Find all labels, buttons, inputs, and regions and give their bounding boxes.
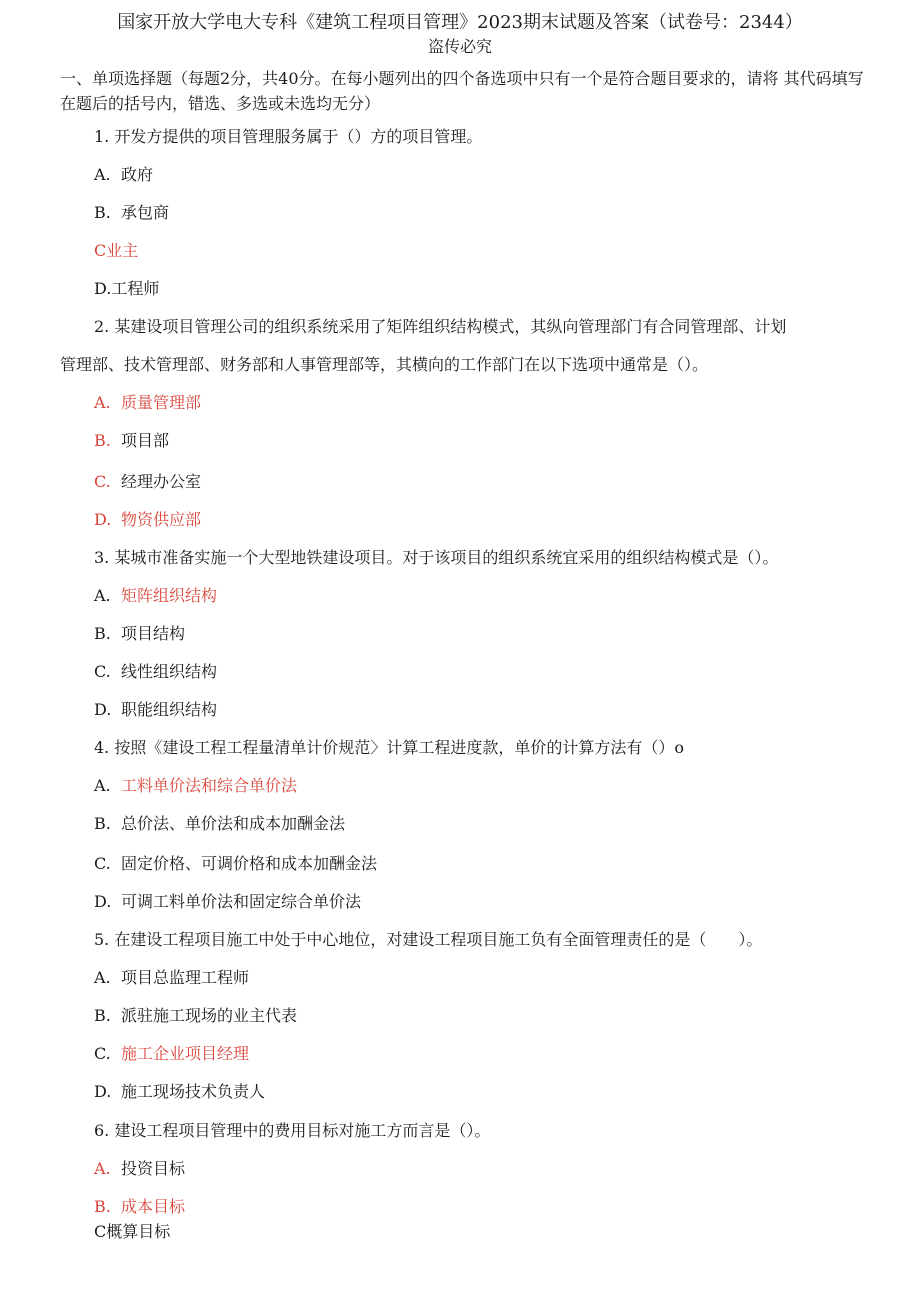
option-text: 质量管理部 <box>121 393 202 412</box>
question-stem: 5. 在建设工程项目施工中处于中心地位，对建设工程项目施工负有全面管理责任的是（ ）。 <box>94 930 763 949</box>
option-text: 可调工料单价法和固定综合单价法 <box>121 892 362 911</box>
option-label: B. <box>94 814 111 833</box>
question-stem: 3. 某城市准备实施一个大型地铁建设项目。对于该项目的组织系统宜采用的组织结构模式是（）。 <box>94 548 779 567</box>
question-stem: 6. 建设工程项目管理中的费用目标对施工方而言是（）。 <box>94 1121 491 1140</box>
option-text: 物资供应部 <box>121 510 202 529</box>
option <box>94 623 185 645</box>
option-text: 经理办公室 <box>121 472 202 491</box>
option-text: C概算目标 <box>94 1222 171 1241</box>
option-text: 承包商 <box>121 203 170 222</box>
option-label: A. <box>94 776 111 795</box>
option-label: A. <box>94 1159 111 1178</box>
option-text: 矩阵组织结构 <box>121 586 218 605</box>
option <box>94 471 201 493</box>
option <box>94 813 345 835</box>
option-label: C. <box>94 472 111 491</box>
option <box>94 202 169 224</box>
option-text: 施工现场技术负责人 <box>121 1082 266 1101</box>
option-text: 固定价格、可调价格和成本加酬金法 <box>121 854 378 873</box>
option-text: D.工程师 <box>94 279 160 298</box>
option <box>94 392 201 414</box>
option-text: C业主 <box>94 241 139 260</box>
page-title: 国家开放大学电大专科《建筑工程项目管理》2023期末试题及答案（试卷号：2344） <box>117 12 803 33</box>
option-label: D. <box>94 700 112 719</box>
option-text: 项目总监理工程师 <box>121 968 250 987</box>
option-label: A. <box>94 393 111 412</box>
option <box>94 967 249 989</box>
option-label: C. <box>94 662 111 681</box>
option-label: B. <box>94 1006 111 1025</box>
option-label: A. <box>94 586 111 605</box>
option-text: 施工企业项目经理 <box>121 1044 250 1063</box>
option-answer <box>94 240 138 262</box>
option-text: 成本目标 <box>121 1197 186 1216</box>
option-text: 职能组织结构 <box>121 700 218 719</box>
option-label: A. <box>94 968 111 987</box>
option-text: 派驻施工现场的业主代表 <box>121 1006 298 1025</box>
page-subtitle: 盗传必究 <box>427 37 492 56</box>
option <box>94 699 217 721</box>
option-text: 政府 <box>121 165 154 184</box>
option-label: D. <box>94 892 112 911</box>
option <box>94 164 153 186</box>
option-text: 项目部 <box>121 431 170 450</box>
option-label: D. <box>94 1082 112 1101</box>
question-stem-continued: 管理部、技术管理部、财务部和人事管理部等，其横向的工作部门在以下选项中通常是（）。 <box>60 355 709 374</box>
option <box>94 1081 265 1103</box>
option <box>94 278 159 300</box>
option-answer <box>94 509 201 531</box>
option-answer <box>94 1043 249 1065</box>
option-label: B. <box>94 1197 111 1216</box>
option-text: 投资目标 <box>121 1159 186 1178</box>
question-stem: 2. 某建设项目管理公司的组织系统采用了矩阵组织结构模式，其纵向管理部门有合同管理部、计划 <box>94 317 787 336</box>
option-text: 总价法、单价法和成本加酬金法 <box>121 814 346 833</box>
option <box>94 661 217 683</box>
option-answer <box>94 585 217 607</box>
option-answer <box>94 775 297 797</box>
option <box>94 1221 170 1243</box>
option-label: B. <box>94 203 111 222</box>
option-text: 线性组织结构 <box>121 662 218 681</box>
option <box>94 1005 297 1027</box>
option-label: B. <box>94 431 111 450</box>
question-stem: 1. 开发方提供的项目管理服务属于（）方的项目管理。 <box>94 127 483 146</box>
question-stem: 4. 按照《建设工程工程量清单计价规范〉计算工程进度款，单价的计算方法有（）o <box>94 738 684 757</box>
option-text: 项目结构 <box>121 624 186 643</box>
option <box>94 891 361 913</box>
section-instructions: 一、单项选择题（每题2分，共40分。在每小题列出的四个备选项中只有一个是符合题目要求的，请将 其代码填写在题后的括号内，错选、多选或未选均无分） <box>60 69 864 113</box>
option-answer <box>94 1196 185 1218</box>
option-label: A. <box>94 165 111 184</box>
option <box>94 1158 185 1180</box>
option <box>94 430 169 452</box>
option <box>94 853 377 875</box>
option-label: C. <box>94 854 111 873</box>
option-label: D. <box>94 510 112 529</box>
option-text: 工料单价法和综合单价法 <box>121 776 298 795</box>
option-label: C. <box>94 1044 111 1063</box>
option-label: B. <box>94 624 111 643</box>
